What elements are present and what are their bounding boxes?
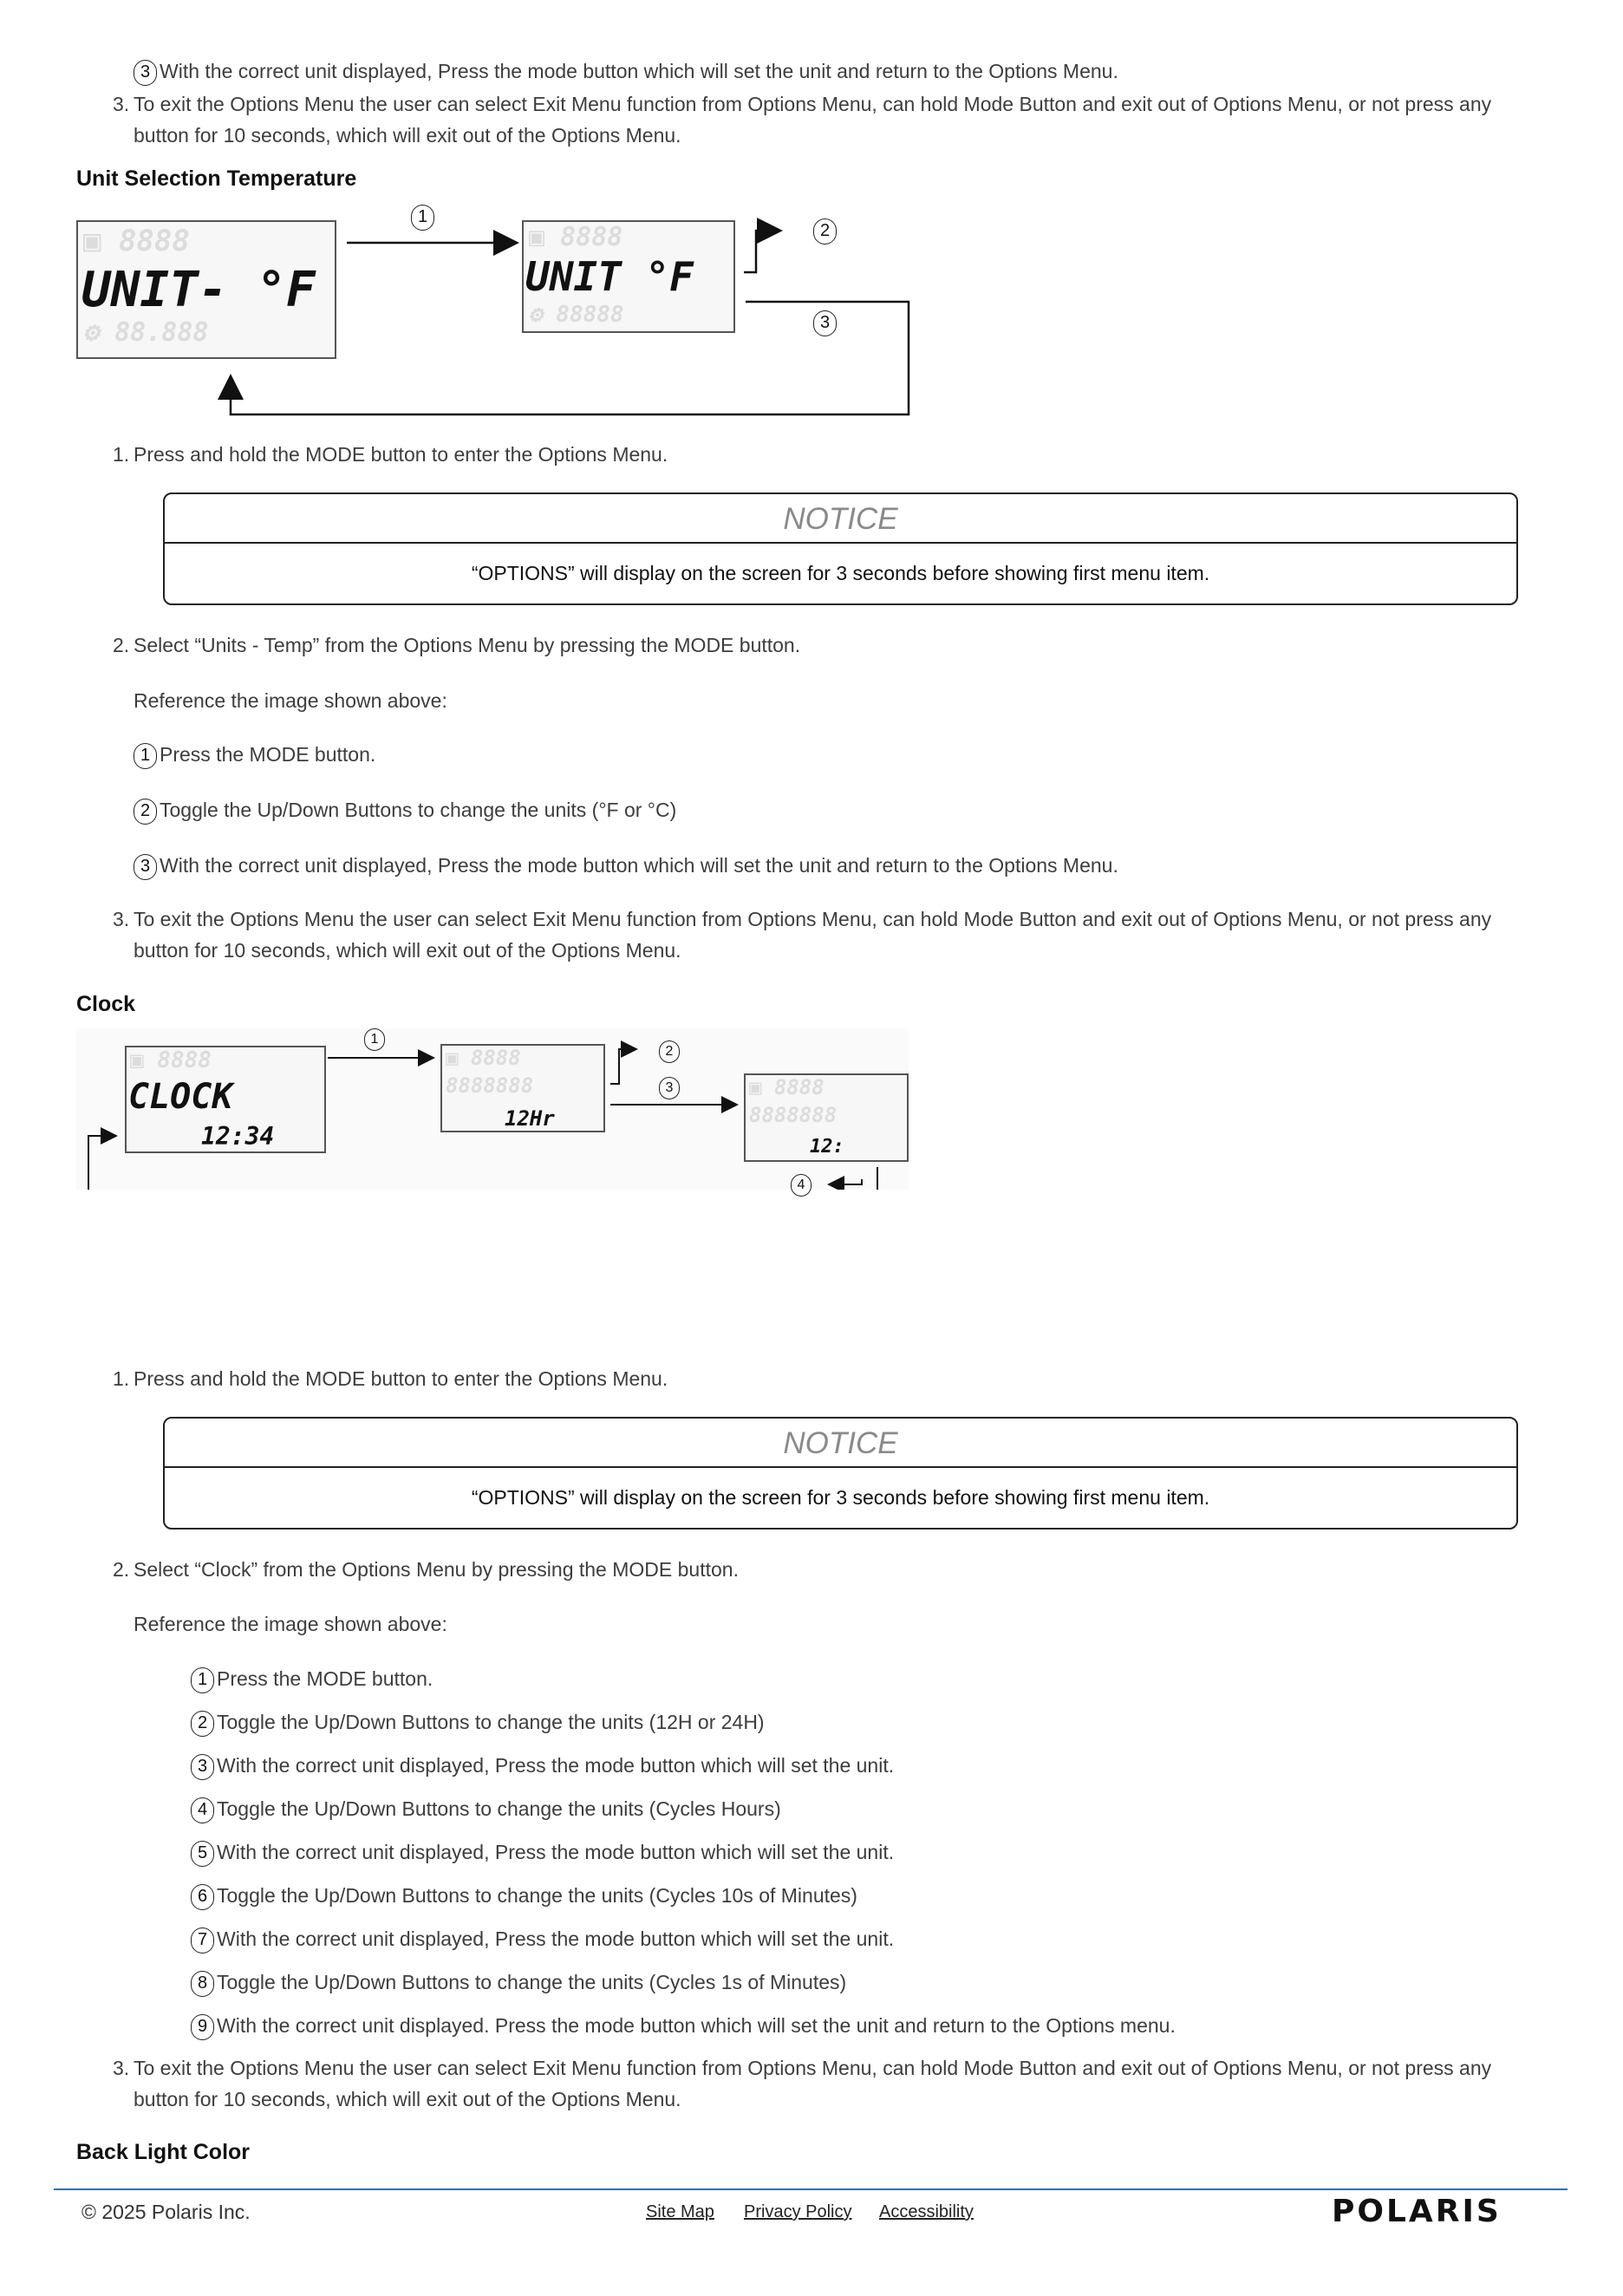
clock-step-3-line2: button for 10 seconds, which will exit out of the Options Menu.: [134, 2088, 681, 2110]
footer-link-site-map[interactable]: Site Map: [646, 2202, 714, 2221]
step-marker-1: 1: [191, 1667, 214, 1693]
temp-step-3-line2: button for 10 seconds, which will exit out of the Options Menu.: [134, 939, 681, 962]
temp-step-1: Press and hold the MODE button to enter the Options Menu.: [134, 443, 668, 466]
notice-title: NOTICE: [165, 494, 1516, 544]
diagram-marker-4: 4: [791, 1174, 812, 1197]
temp-step-3-line1: To exit the Options Menu the user can select Exit Menu function from Options Menu, can hold Mode Button and exit out of Options Menu, or not press any: [134, 908, 1492, 930]
list-number: 3.: [113, 908, 130, 930]
clock-sub-step-5: 5 With the correct unit displayed, Press the mode button which will set the unit.: [191, 1836, 894, 1868]
lcd-display-12hr: ▣ 8888 8888888 12Hr: [440, 1044, 605, 1132]
clock-sub-step-9: 9 With the correct unit displayed. Press the mode button which will set the unit and return to the Options menu.: [191, 2010, 1176, 2041]
clock-sub-step-7: 7 With the correct unit displayed, Press the mode button which will set the unit.: [191, 1923, 894, 1954]
temp-sub-step-1: 1 Press the MODE button.: [134, 739, 375, 770]
diagram-marker-3: 3: [813, 310, 837, 336]
notice-body: “OPTIONS” will display on the screen for 3 seconds before showing first menu item.: [471, 562, 1210, 584]
lcd-display-unit-f-selected: ▣ 8888 ⚙ 88888 UNIT °F: [522, 220, 735, 333]
lcd-display-hours: ▣ 8888 8888888 12:: [744, 1073, 909, 1162]
clock-reference: Reference the image shown above:: [134, 1613, 447, 1635]
clock-step-1: Press and hold the MODE button to enter the Options Menu.: [134, 1367, 668, 1390]
temp-reference: Reference the image shown above:: [134, 689, 447, 712]
clock-sub-step-8: 8 Toggle the Up/Down Buttons to change the units (Cycles 1s of Minutes): [191, 1967, 846, 1998]
section-heading-clock: Clock: [76, 992, 136, 1016]
step-marker-3: 3: [191, 1754, 214, 1780]
diagram-marker-1: 1: [411, 205, 434, 231]
step-marker-7: 7: [191, 1927, 214, 1954]
list-number: 2.: [113, 1558, 130, 1581]
list-number: 1.: [113, 1367, 130, 1390]
clock-sub-step-4: 4 Toggle the Up/Down Buttons to change the units (Cycles Hours): [191, 1793, 781, 1824]
lcd-sub-text: 12:: [810, 1136, 844, 1158]
step-marker-2: 2: [191, 1711, 214, 1737]
lcd-main-text: CLOCK: [128, 1077, 233, 1117]
step-marker-9: 9: [191, 2014, 214, 2040]
lcd-sub-text: 12:34: [201, 1122, 275, 1151]
diagram-marker-2: 2: [813, 219, 837, 245]
list-number: 2.: [113, 634, 130, 656]
list-number: 1.: [113, 443, 130, 466]
step-marker-6: 6: [191, 1884, 214, 1910]
clock-diagram: [76, 1028, 909, 1190]
step-marker-4: 4: [191, 1797, 214, 1823]
clock-sub-step-3: 3 With the correct unit displayed, Press the mode button which will set the unit.: [191, 1750, 894, 1781]
temp-sub-step-3: 3 With the correct unit displayed, Press the mode button which will set the unit and return to the Options Menu.: [134, 850, 1118, 881]
step-marker-1: 1: [134, 743, 157, 769]
top-step-3-line1: To exit the Options Menu the user can select Exit Menu function from Options Menu, can hold Mode Button and exit out of Options Menu, or not press any: [134, 93, 1492, 115]
list-number: 3.: [113, 93, 130, 115]
clock-step-2: Select “Clock” from the Options Menu by pressing the MODE button.: [134, 1558, 739, 1581]
step-marker-8: 8: [191, 1971, 214, 1997]
diagram-marker-3: 3: [659, 1077, 680, 1099]
notice-body: “OPTIONS” will display on the screen for 3 seconds before showing first menu item.: [471, 1486, 1210, 1509]
footer-divider: [54, 2188, 1568, 2190]
section-heading-temperature: Unit Selection Temperature: [76, 166, 357, 191]
clock-flow-arrows: [76, 1028, 909, 1190]
step-marker-3: 3: [134, 60, 157, 86]
step-marker-3: 3: [134, 854, 157, 880]
temp-sub-step-2: 2 Toggle the Up/Down Buttons to change the units (°F or °C): [134, 794, 676, 825]
top-sub-step-3: 3 With the correct unit displayed, Press the mode button which will set the unit and return to the Options Menu.: [134, 55, 1118, 87]
notice-box-temp: [163, 492, 1518, 605]
temp-step-2: Select “Units - Temp” from the Options Menu by pressing the MODE button.: [134, 634, 801, 656]
diagram-marker-2: 2: [659, 1040, 680, 1063]
footer-link-accessibility[interactable]: Accessibility: [879, 2202, 974, 2221]
diagram-marker-1: 1: [364, 1028, 385, 1051]
clock-sub-step-6: 6 Toggle the Up/Down Buttons to change the units (Cycles 10s of Minutes): [191, 1880, 857, 1911]
clock-sub-step-2: 2 Toggle the Up/Down Buttons to change the units (12H or 24H): [191, 1706, 765, 1738]
section-heading-back-light-color: Back Light Color: [76, 2140, 251, 2164]
lcd-display-unit-f: ▣ 8888 ⚙ 88.888 UNIT- °F: [76, 220, 336, 359]
clock-sub-step-1: 1 Press the MODE button.: [191, 1663, 433, 1694]
top-step-3-line2: button for 10 seconds, which will exit out of the Options Menu.: [134, 124, 681, 147]
notice-title: NOTICE: [165, 1419, 1516, 1468]
lcd-sub-text: 12Hr: [505, 1106, 555, 1131]
step-marker-5: 5: [191, 1841, 214, 1867]
lcd-display-clock: ▣ 8888 CLOCK 12:34: [125, 1046, 326, 1153]
lcd-main-text: UNIT- °F: [81, 262, 316, 318]
list-number: 3.: [113, 2057, 130, 2079]
notice-box-clock: [163, 1417, 1518, 1530]
step-marker-2: 2: [134, 799, 157, 825]
polaris-logo[interactable]: POLARIS: [1332, 2194, 1502, 2229]
footer-copyright: © 2025 Polaris Inc.: [81, 2201, 251, 2223]
footer-link-privacy-policy[interactable]: Privacy Policy: [744, 2202, 852, 2221]
lcd-main-text: UNIT °F: [525, 253, 694, 300]
clock-step-3-line1: To exit the Options Menu the user can select Exit Menu function from Options Menu, can hold Mode Button and exit out of Options Menu, or not press any: [134, 2057, 1492, 2079]
